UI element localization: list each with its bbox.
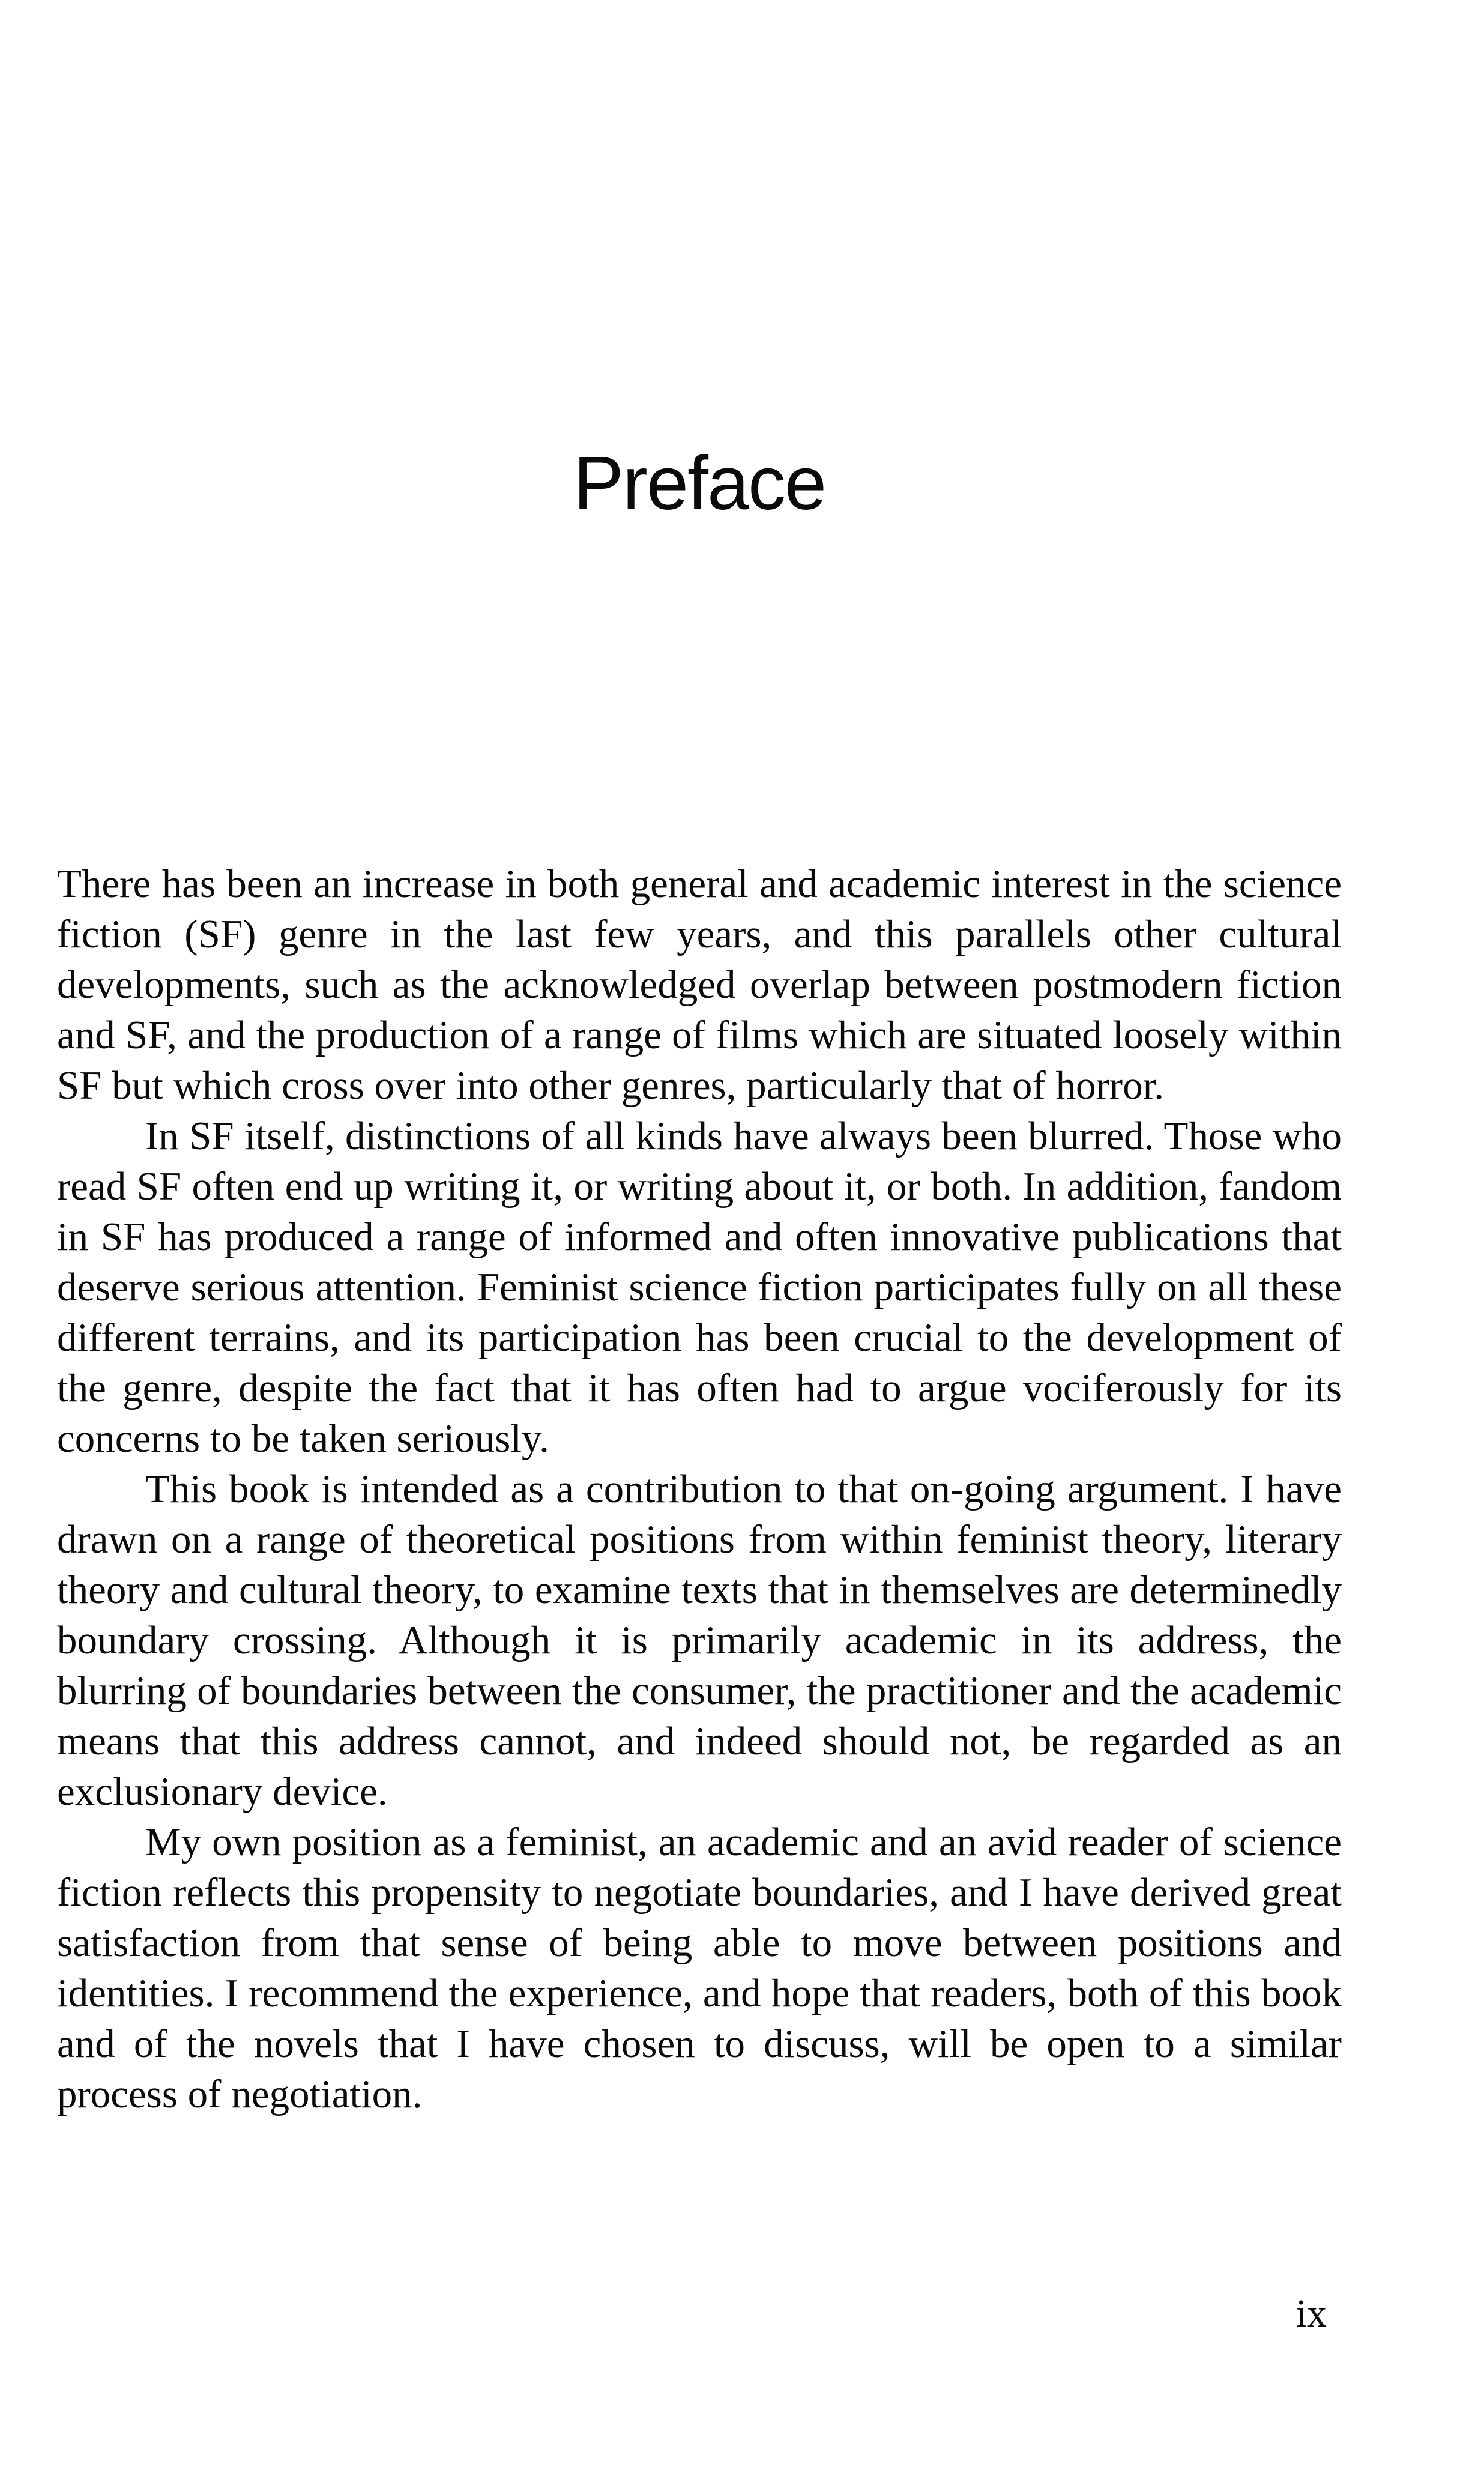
page-number: ix: [1295, 2292, 1327, 2336]
preface-paragraph-2: In SF itself, distinctions of all kinds have always been blurred. Those who read SF often end up writing it, or writing about it, or both. In addition, fandom in SF has produced a range of informed and often innovative publications that deserve serious attention. Feminist science fiction participates fully on all these different terrains, and its participation has been crucial to the development of the genre, despite the fact that it has often had to argue vociferously for its concerns to be taken seriously.: [57, 1114, 1342, 1461]
preface-paragraph-3: This book is intended as a contribution to that on-going argument. I have drawn on a range of theoretical positions from within feminist theory, literary theory and cultural theory, to examine texts that in themselves are determinedly boundary crossing. Although it is primarily academic in its address, the blurring of boundaries between the consumer, the practitioner and the academic means that this address cannot, and indeed should not, be regarded as an exclusionary device.: [57, 1467, 1342, 1814]
preface-body: [57, 859, 1342, 2119]
page-title: Preface: [573, 441, 826, 526]
preface-paragraph-4: My own position as a feminist, an academic and an avid reader of science fiction reflects this propensity to negotiate boundaries, and I have derived great satisfaction from that sense of being able to move between positions and identities. I recommend the experience, and hope that readers, both of this book and of the novels that I have chosen to discuss, will be open to a similar process of negotiation.: [57, 1820, 1342, 2116]
preface-paragraph-1: There has been an increase in both general and academic interest in the science fiction (SF) genre in the last few years, and this parallels other cultural developments, such as the acknowledged overlap between postmodern fiction and SF, and the production of a range of films which are situated loosely within SF but which cross over into other genres, particularly that of horror.: [57, 862, 1342, 1108]
